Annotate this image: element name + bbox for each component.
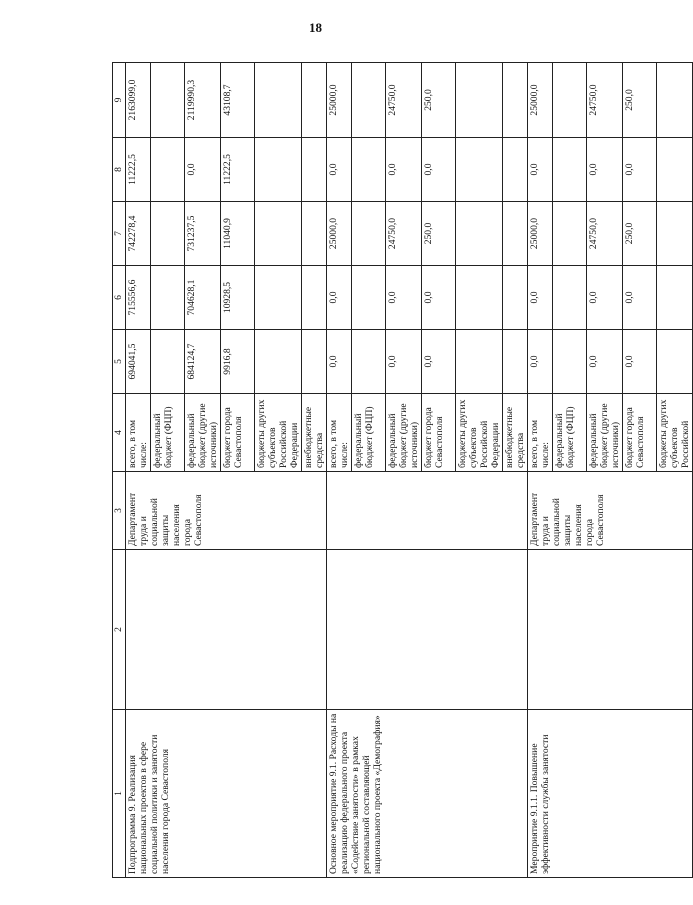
amount-cell: [456, 266, 503, 330]
amount-cell: [352, 202, 386, 266]
amount-cell: [255, 138, 302, 202]
header-cell: 2: [113, 550, 126, 710]
funding-source-cell: федеральный бюджет (ФЦП): [151, 394, 185, 472]
amount-cell: [553, 266, 587, 330]
funding-source-cell: внебюджетные средства: [302, 394, 327, 472]
funding-source-cell: бюджет города Севастополя: [221, 394, 255, 472]
amount-cell: 704628,1: [185, 266, 221, 330]
amount-cell: [151, 63, 185, 138]
funding-source-cell: федеральный бюджет (другие источники): [185, 394, 221, 472]
measure-name-cell: Подпрограмма 9. Реализация национальных проектов в сфере социальной политики и занятости населения города Севастополя: [126, 710, 327, 878]
amount-cell: 25000,0: [327, 202, 352, 266]
amount-cell: [657, 202, 693, 266]
amount-cell: [503, 202, 528, 266]
amount-cell: [553, 202, 587, 266]
amount-cell: [352, 330, 386, 394]
amount-cell: [151, 266, 185, 330]
amount-cell: 11040,9: [221, 202, 255, 266]
amount-cell: 250,0: [422, 63, 456, 138]
amount-cell: 250,0: [623, 202, 657, 266]
column-2-cell: [528, 550, 693, 710]
amount-cell: [151, 330, 185, 394]
budget-table-rotated: [112, 63, 691, 878]
amount-cell: 0,0: [528, 266, 553, 330]
amount-cell: 250,0: [623, 63, 657, 138]
amount-cell: [503, 138, 528, 202]
amount-cell: 694041,5: [126, 330, 151, 394]
amount-cell: 0,0: [623, 266, 657, 330]
measure-name-cell: Основное мероприятие 9.1. Расходы на реализацию федерального проекта «Содействие занятости» в рамках региональной составляющей национального проекта «Демография»: [327, 710, 528, 878]
amount-cell: 0,0: [386, 330, 422, 394]
amount-cell: [302, 138, 327, 202]
amount-cell: 24750,0: [386, 202, 422, 266]
amount-cell: [302, 266, 327, 330]
amount-cell: 0,0: [587, 330, 623, 394]
funding-source-cell: бюджеты других субъектов Российской Федерации: [255, 394, 302, 472]
amount-cell: 43108,7: [221, 63, 255, 138]
amount-cell: [302, 202, 327, 266]
funding-source-cell: всего, в том числе:: [126, 394, 151, 472]
amount-cell: [151, 202, 185, 266]
amount-cell: [456, 63, 503, 138]
amount-cell: [352, 266, 386, 330]
amount-cell: [657, 330, 693, 394]
amount-cell: 11222,5: [126, 138, 151, 202]
amount-cell: 0,0: [327, 138, 352, 202]
amount-cell: [553, 63, 587, 138]
amount-cell: 0,0: [422, 330, 456, 394]
amount-cell: 9916,8: [221, 330, 255, 394]
page-number: 18: [309, 20, 322, 35]
amount-cell: 0,0: [623, 330, 657, 394]
amount-cell: [553, 138, 587, 202]
funding-source-cell: всего, в том числе:: [528, 394, 553, 472]
amount-cell: 715556,6: [126, 266, 151, 330]
amount-cell: 25000,0: [528, 202, 553, 266]
header-row: [113, 63, 126, 878]
funding-source-cell: бюджет города Севастополя: [422, 394, 456, 472]
amount-cell: 0,0: [528, 330, 553, 394]
amount-cell: 0,0: [587, 266, 623, 330]
amount-cell: 0,0: [386, 138, 422, 202]
table-row: [528, 63, 553, 878]
column-2-cell: [327, 550, 528, 710]
funding-source-cell: бюджеты других субъектов Российской: [657, 394, 693, 472]
header-cell: 9: [113, 63, 126, 138]
funding-source-cell: внебюджетные средства: [503, 394, 528, 472]
amount-cell: 2119990,3: [185, 63, 221, 138]
amount-cell: 250,0: [422, 202, 456, 266]
amount-cell: 684124,7: [185, 330, 221, 394]
amount-cell: 0,0: [327, 330, 352, 394]
amount-cell: [456, 202, 503, 266]
amount-cell: [255, 266, 302, 330]
amount-cell: [657, 266, 693, 330]
amount-cell: 0,0: [327, 266, 352, 330]
amount-cell: [456, 330, 503, 394]
amount-cell: 742278,4: [126, 202, 151, 266]
amount-cell: [302, 330, 327, 394]
funding-source-cell: бюджет города Севастополя: [623, 394, 657, 472]
amount-cell: [151, 138, 185, 202]
amount-cell: [352, 138, 386, 202]
header-cell: 7: [113, 202, 126, 266]
amount-cell: 2163099,0: [126, 63, 151, 138]
amount-cell: [503, 63, 528, 138]
amount-cell: 0,0: [587, 138, 623, 202]
amount-cell: 25000,0: [327, 63, 352, 138]
header-cell: 6: [113, 266, 126, 330]
amount-cell: 24750,0: [386, 63, 422, 138]
funding-source-cell: федеральный бюджет (ФЦП): [352, 394, 386, 472]
table-body: [113, 63, 693, 878]
table-row: [327, 63, 352, 878]
amount-cell: [657, 138, 693, 202]
header-cell: 4: [113, 394, 126, 472]
column-2-cell: [126, 550, 327, 710]
amount-cell: 0,0: [528, 138, 553, 202]
amount-cell: [352, 63, 386, 138]
amount-cell: [553, 330, 587, 394]
amount-cell: 25000,0: [528, 63, 553, 138]
amount-cell: 0,0: [623, 138, 657, 202]
executor-cell: Департамент труда и социальной защиты населения города Севастополя: [126, 472, 327, 550]
funding-source-cell: федеральный бюджет (ФЦП): [553, 394, 587, 472]
header-cell: 5: [113, 330, 126, 394]
amount-cell: [255, 202, 302, 266]
executor-cell: [327, 472, 528, 550]
amount-cell: 0,0: [185, 138, 221, 202]
amount-cell: 24750,0: [587, 63, 623, 138]
header-cell: 1: [113, 710, 126, 878]
amount-cell: [503, 330, 528, 394]
funding-source-cell: федеральный бюджет (другие источники): [587, 394, 623, 472]
measure-name-cell: Мероприятие 9.1.1. Повышение эффективности службы занятости: [528, 710, 693, 878]
budget-table: [112, 62, 693, 878]
funding-source-cell: бюджеты других субъектов Российской Федерации: [456, 394, 503, 472]
amount-cell: [255, 330, 302, 394]
amount-cell: 0,0: [422, 266, 456, 330]
funding-source-cell: федеральный бюджет (другие источники): [386, 394, 422, 472]
funding-source-cell: всего, в том числе:: [327, 394, 352, 472]
executor-cell: Департамент труда и социальной защиты населения города Севастополя: [528, 472, 693, 550]
amount-cell: 0,0: [386, 266, 422, 330]
amount-cell: 0,0: [422, 138, 456, 202]
amount-cell: 10928,5: [221, 266, 255, 330]
header-cell: 8: [113, 138, 126, 202]
amount-cell: 11222,5: [221, 138, 255, 202]
amount-cell: [255, 63, 302, 138]
amount-cell: 731237,5: [185, 202, 221, 266]
amount-cell: 24750,0: [587, 202, 623, 266]
amount-cell: [503, 266, 528, 330]
amount-cell: [456, 138, 503, 202]
amount-cell: [302, 63, 327, 138]
header-cell: 3: [113, 472, 126, 550]
amount-cell: [657, 63, 693, 138]
table-row: [126, 63, 151, 878]
